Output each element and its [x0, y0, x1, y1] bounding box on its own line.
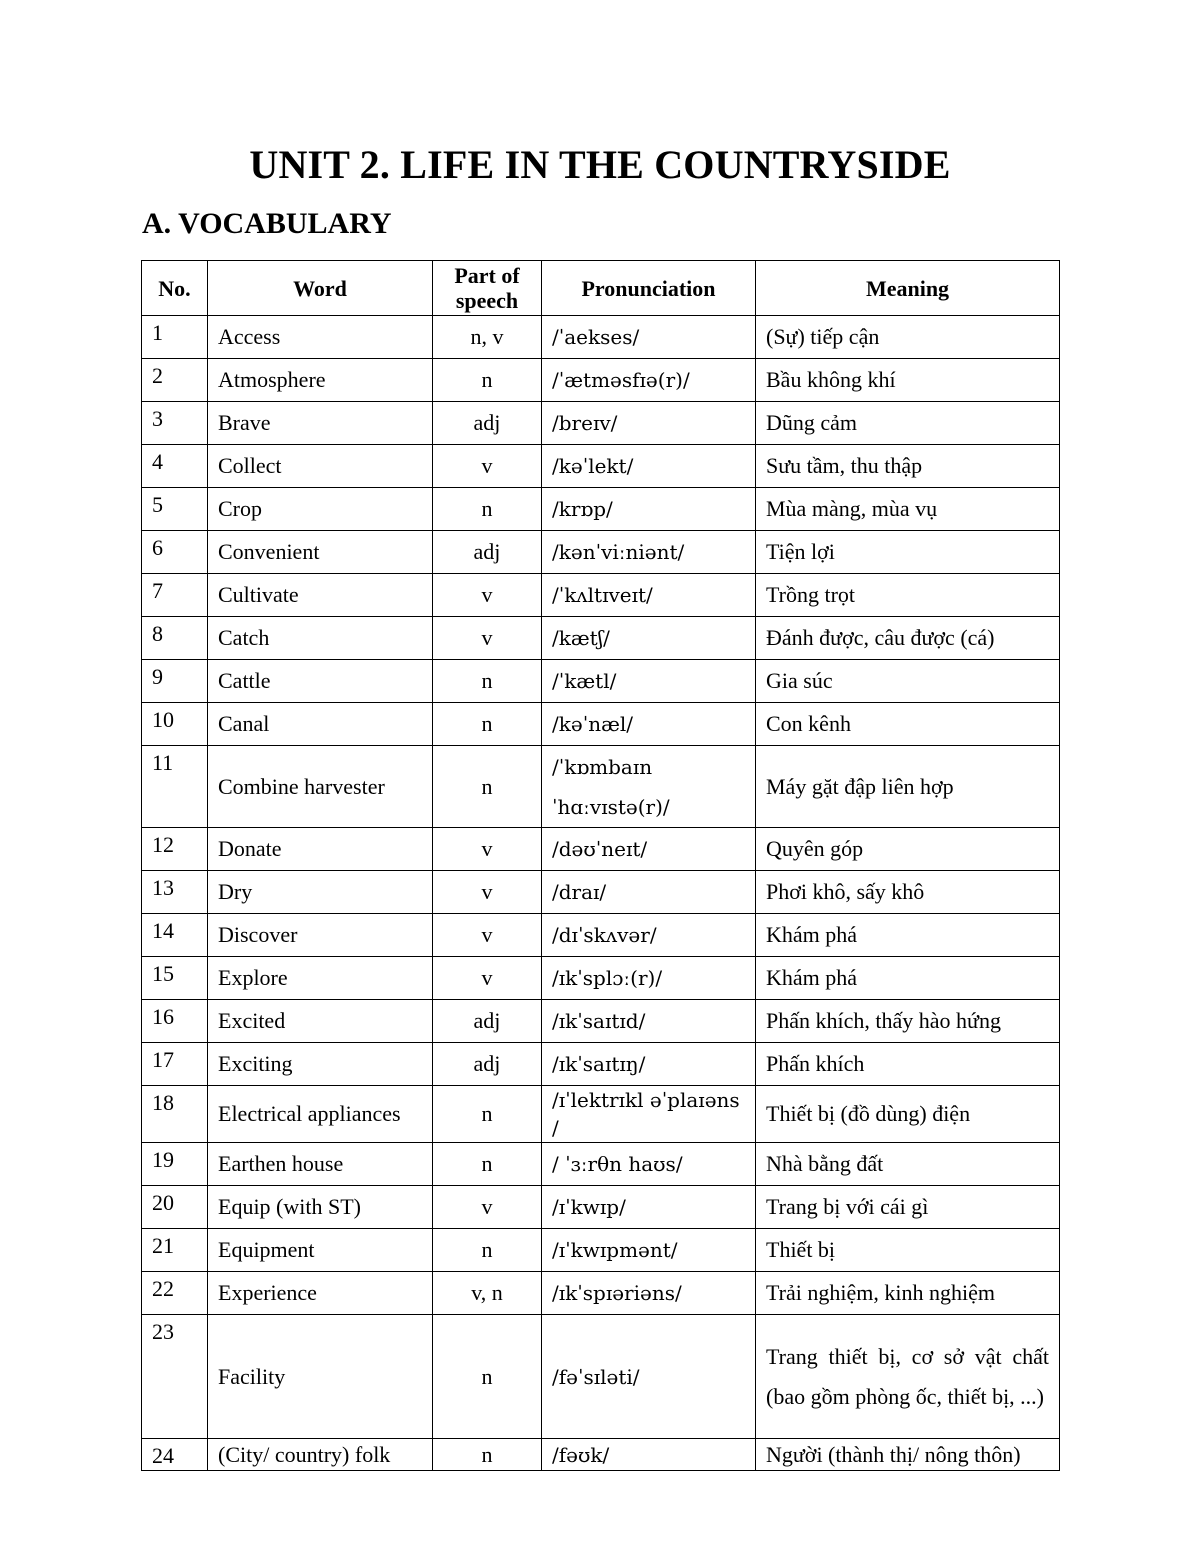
row-meaning: Máy gặt đập liên hợp: [756, 746, 1060, 828]
header-meaning: Meaning: [756, 261, 1060, 316]
row-part-of-speech: n: [433, 703, 542, 746]
row-word: Donate: [208, 828, 433, 871]
row-number: 20: [142, 1186, 208, 1229]
table-row: [142, 828, 1060, 871]
row-pronunciation: /dəʊˈneɪt/: [542, 828, 756, 871]
table-header-row: [142, 261, 1060, 316]
row-pronunciation: /breɪv/: [542, 402, 756, 445]
row-word: Access: [208, 316, 433, 359]
table-row: [142, 1439, 1060, 1471]
row-part-of-speech: v: [433, 828, 542, 871]
row-pronunciation: /ɪkˈsplɔː(r)/: [542, 957, 756, 1000]
row-part-of-speech: v, n: [433, 1272, 542, 1315]
row-word: Excited: [208, 1000, 433, 1043]
table-row: [142, 1043, 1060, 1086]
row-number: 1: [142, 316, 208, 359]
row-part-of-speech: adj: [433, 531, 542, 574]
row-number: 18: [142, 1086, 208, 1143]
row-meaning: Trang thiết bị, cơ sở vật chất (bao gồm phòng ốc, thiết bị, ...): [756, 1315, 1060, 1439]
table-row: [142, 359, 1060, 402]
row-meaning: Tiện lợi: [756, 531, 1060, 574]
row-pronunciation: /ˈætməsfɪə(r)/: [542, 359, 756, 402]
table-row: [142, 957, 1060, 1000]
row-number: 7: [142, 574, 208, 617]
row-part-of-speech: n: [433, 1439, 542, 1471]
row-word: Atmosphere: [208, 359, 433, 402]
row-word: Cultivate: [208, 574, 433, 617]
row-meaning: Thiết bị (đồ dùng) điện: [756, 1086, 1060, 1143]
row-pronunciation: /ɪˈlektrɪkl əˈplaɪəns /: [542, 1086, 756, 1143]
row-meaning: Bầu không khí: [756, 359, 1060, 402]
row-number: 6: [142, 531, 208, 574]
row-pronunciation: /ɪkˈspɪəriəns/: [542, 1272, 756, 1315]
row-meaning: Người (thành thị/ nông thôn): [756, 1439, 1060, 1471]
row-part-of-speech: adj: [433, 402, 542, 445]
row-meaning: Nhà bằng đất: [756, 1143, 1060, 1186]
table-row: [142, 703, 1060, 746]
row-pronunciation: /ˈkʌltɪveɪt/: [542, 574, 756, 617]
row-word: (City/ country) folk: [208, 1439, 433, 1471]
table-row: [142, 531, 1060, 574]
header-word: Word: [208, 261, 433, 316]
row-part-of-speech: v: [433, 617, 542, 660]
row-meaning: (Sự) tiếp cận: [756, 316, 1060, 359]
row-part-of-speech: n: [433, 359, 542, 402]
row-meaning: Khám phá: [756, 914, 1060, 957]
row-word: Equipment: [208, 1229, 433, 1272]
row-word: Dry: [208, 871, 433, 914]
row-pronunciation: /fəʊk/: [542, 1439, 756, 1471]
table-row: [142, 574, 1060, 617]
row-part-of-speech: n: [433, 1229, 542, 1272]
row-pronunciation: /ɪˈkwɪpmənt/: [542, 1229, 756, 1272]
row-number: 8: [142, 617, 208, 660]
row-meaning: Mùa màng, mùa vụ: [756, 488, 1060, 531]
row-word: Brave: [208, 402, 433, 445]
table-row: [142, 1272, 1060, 1315]
row-meaning: Phơi khô, sấy khô: [756, 871, 1060, 914]
row-word: Combine harvester: [208, 746, 433, 828]
row-meaning: Khám phá: [756, 957, 1060, 1000]
row-part-of-speech: n: [433, 1315, 542, 1439]
section-heading: A. VOCABULARY: [142, 207, 392, 240]
table-row: [142, 316, 1060, 359]
row-number: 9: [142, 660, 208, 703]
row-part-of-speech: n: [433, 1086, 542, 1143]
row-meaning: Con kênh: [756, 703, 1060, 746]
row-part-of-speech: v: [433, 574, 542, 617]
row-part-of-speech: n: [433, 488, 542, 531]
row-pronunciation: /krɒp/: [542, 488, 756, 531]
page-title: UNIT 2. LIFE IN THE COUNTRYSIDE: [249, 142, 951, 187]
row-meaning: Trồng trọt: [756, 574, 1060, 617]
table-row: [142, 445, 1060, 488]
table-row: [142, 1086, 1060, 1143]
table-row: [142, 746, 1060, 828]
row-part-of-speech: v: [433, 1186, 542, 1229]
row-word: Electrical appliances: [208, 1086, 433, 1143]
header-part-of-speech: Part of speech: [433, 261, 542, 316]
row-word: Catch: [208, 617, 433, 660]
row-number: 3: [142, 402, 208, 445]
row-word: Exciting: [208, 1043, 433, 1086]
row-number: 11: [142, 746, 208, 828]
row-pronunciation: /kəˈlekt/: [542, 445, 756, 488]
row-number: 4: [142, 445, 208, 488]
row-pronunciation: /ɪˈkwɪp/: [542, 1186, 756, 1229]
row-part-of-speech: v: [433, 871, 542, 914]
row-meaning: Sưu tầm, thu thập: [756, 445, 1060, 488]
table-row: [142, 1143, 1060, 1186]
row-part-of-speech: v: [433, 957, 542, 1000]
row-pronunciation: /ɪkˈsaɪtɪŋ/: [542, 1043, 756, 1086]
row-word: Discover: [208, 914, 433, 957]
row-part-of-speech: adj: [433, 1000, 542, 1043]
row-number: 10: [142, 703, 208, 746]
row-word: Collect: [208, 445, 433, 488]
table-row: [142, 488, 1060, 531]
row-pronunciation: /dɪˈskʌvər/: [542, 914, 756, 957]
row-meaning: Dũng cảm: [756, 402, 1060, 445]
row-number: 16: [142, 1000, 208, 1043]
header-pronunciation: Pronunciation: [542, 261, 756, 316]
row-meaning: Phấn khích, thấy hào hứng: [756, 1000, 1060, 1043]
row-pronunciation: /kætʃ/: [542, 617, 756, 660]
row-word: Facility: [208, 1315, 433, 1439]
row-word: Experience: [208, 1272, 433, 1315]
row-word: Explore: [208, 957, 433, 1000]
row-part-of-speech: n: [433, 1143, 542, 1186]
row-part-of-speech: n: [433, 746, 542, 828]
row-number: 15: [142, 957, 208, 1000]
row-part-of-speech: adj: [433, 1043, 542, 1086]
row-number: 17: [142, 1043, 208, 1086]
row-number: 14: [142, 914, 208, 957]
row-number: 24: [142, 1439, 208, 1471]
table-row: [142, 871, 1060, 914]
header-no: No.: [142, 261, 208, 316]
row-number: 13: [142, 871, 208, 914]
row-pronunciation: /ɪkˈsaɪtɪd/: [542, 1000, 756, 1043]
row-pronunciation: /kəˈnæl/: [542, 703, 756, 746]
table-row: [142, 914, 1060, 957]
row-meaning: Thiết bị: [756, 1229, 1060, 1272]
vocabulary-table: [141, 260, 1060, 1471]
table-row: [142, 402, 1060, 445]
row-pronunciation: /ˈaekses/: [542, 316, 756, 359]
row-pronunciation: / ˈɜːrθn haʊs/: [542, 1143, 756, 1186]
row-pronunciation: /draɪ/: [542, 871, 756, 914]
row-word: Cattle: [208, 660, 433, 703]
row-word: Crop: [208, 488, 433, 531]
row-part-of-speech: v: [433, 445, 542, 488]
row-number: 2: [142, 359, 208, 402]
row-meaning: Trang bị với cái gì: [756, 1186, 1060, 1229]
row-word: Equip (with ST): [208, 1186, 433, 1229]
table-row: [142, 1315, 1060, 1439]
row-part-of-speech: n: [433, 660, 542, 703]
row-part-of-speech: v: [433, 914, 542, 957]
row-word: Canal: [208, 703, 433, 746]
row-pronunciation: /ˈkɒmbaɪn ˈhɑːvɪstə(r)/: [542, 746, 756, 828]
row-number: 19: [142, 1143, 208, 1186]
row-meaning: Trải nghiệm, kinh nghiệm: [756, 1272, 1060, 1315]
row-number: 12: [142, 828, 208, 871]
table-row: [142, 1000, 1060, 1043]
row-word: Convenient: [208, 531, 433, 574]
row-number: 23: [142, 1315, 208, 1439]
table-row: [142, 617, 1060, 660]
row-number: 21: [142, 1229, 208, 1272]
row-number: 22: [142, 1272, 208, 1315]
row-meaning: Quyên góp: [756, 828, 1060, 871]
row-meaning: Phấn khích: [756, 1043, 1060, 1086]
row-meaning: Gia súc: [756, 660, 1060, 703]
table-row: [142, 1186, 1060, 1229]
row-meaning: Đánh được, câu được (cá): [756, 617, 1060, 660]
row-number: 5: [142, 488, 208, 531]
table-row: [142, 1229, 1060, 1272]
row-part-of-speech: n, v: [433, 316, 542, 359]
row-pronunciation: /ˈkætl/: [542, 660, 756, 703]
row-word: Earthen house: [208, 1143, 433, 1186]
table-row: [142, 660, 1060, 703]
row-pronunciation: /kənˈviːniənt/: [542, 531, 756, 574]
row-pronunciation: /fəˈsɪləti/: [542, 1315, 756, 1439]
